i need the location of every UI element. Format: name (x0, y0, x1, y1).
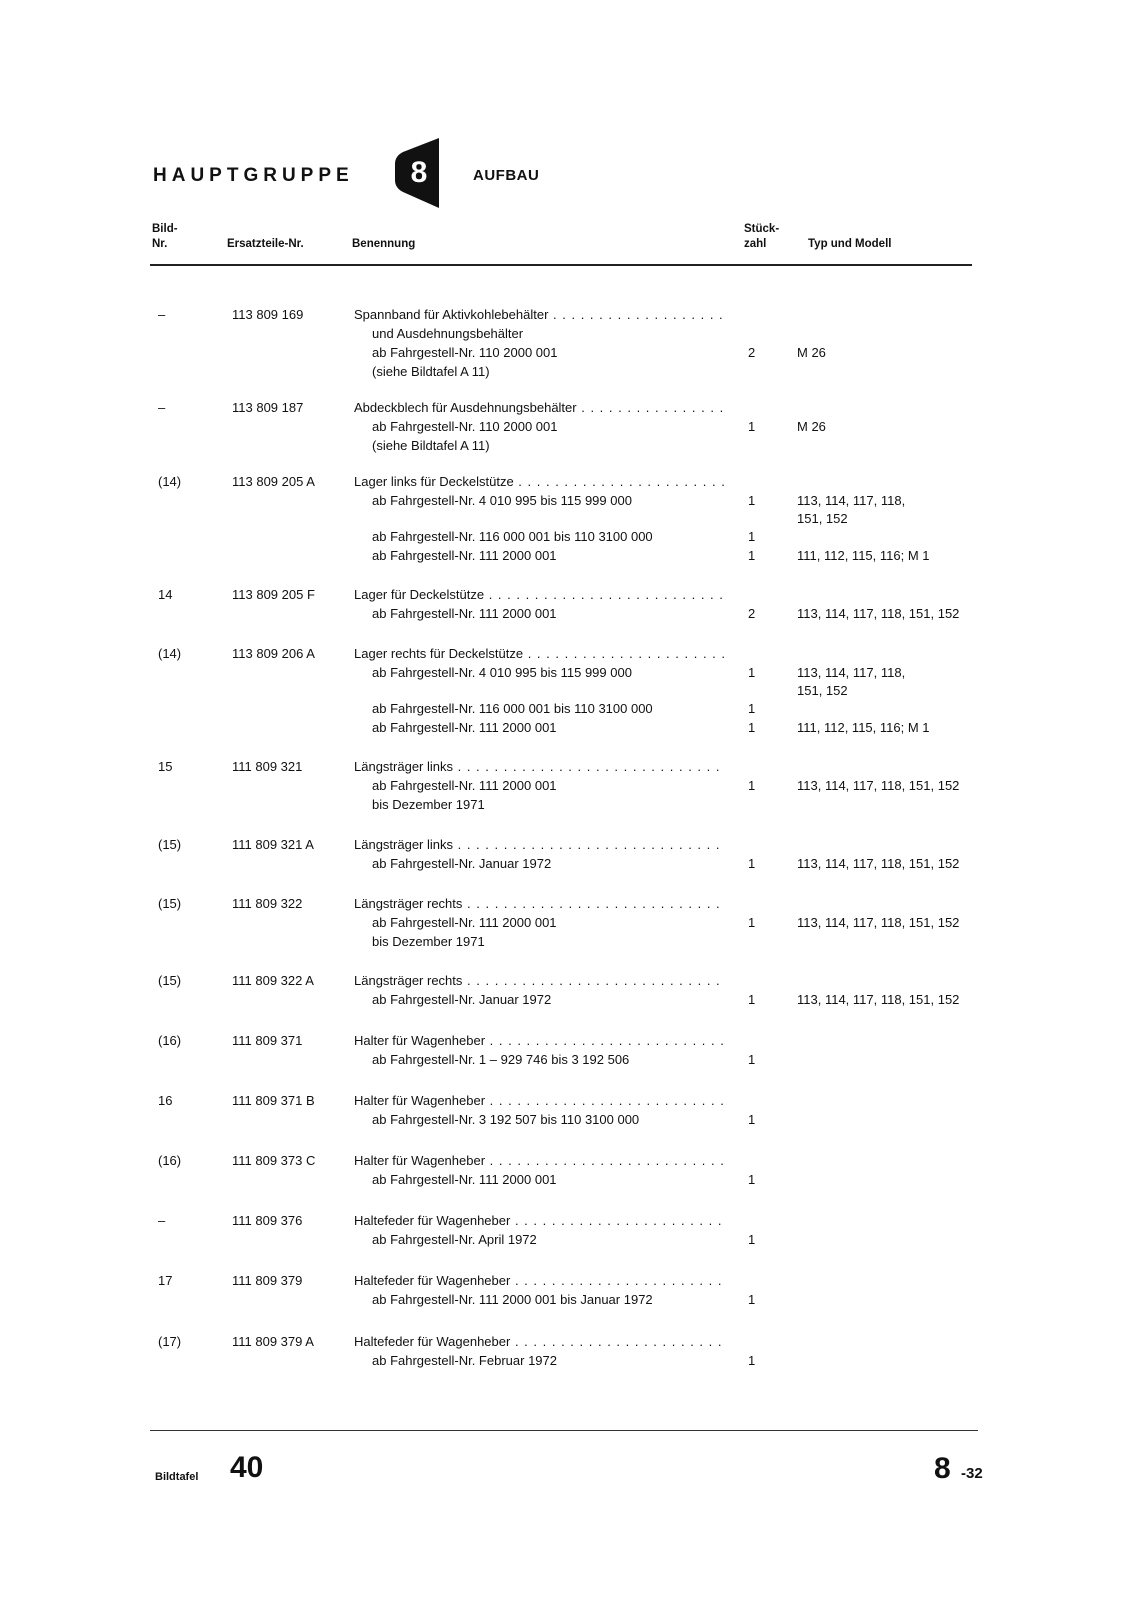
quantity: 1 (748, 1172, 756, 1187)
entry-line (0, 1333, 1135, 1351)
bild-number: (17) (158, 1334, 182, 1349)
bild-number: 15 (158, 759, 173, 774)
quantity: 1 (748, 856, 756, 871)
part-number: 111 809 322 A (232, 973, 314, 988)
type-model: 151, 152 (797, 683, 848, 698)
part-description: Längsträger rechts . . . (354, 895, 726, 913)
part-description: Haltefeder für Wagenheber . . . (354, 1333, 726, 1351)
entry-line (0, 1111, 1135, 1129)
footer-plate-number: 40 (230, 1451, 264, 1484)
part-number: 113 809 169 (232, 307, 304, 322)
entry-line (0, 473, 1135, 491)
entry-line (0, 344, 1135, 362)
quantity: 1 (748, 548, 756, 563)
entry-line (0, 437, 1135, 455)
type-model: 111, 112, 115, 116; M 1 (797, 720, 930, 735)
part-description: Lager für Deckelstütze . . . (354, 586, 726, 604)
entry-line (0, 700, 1135, 718)
entry-line (0, 528, 1135, 546)
part-number: 111 809 371 (232, 1033, 303, 1048)
entry-line (0, 682, 1135, 700)
part-number: 111 809 376 (232, 1213, 303, 1228)
bild-number: – (158, 1213, 166, 1228)
entry-line (0, 991, 1135, 1009)
entry-line (0, 933, 1135, 951)
bild-number: (16) (158, 1033, 182, 1048)
bild-number: – (158, 400, 166, 415)
col-bild-nr (152, 222, 178, 252)
quantity: 1 (748, 915, 756, 930)
part-description: Längsträger rechts . . . (354, 972, 726, 990)
section-title: AUFBAU (473, 167, 540, 184)
detail-text: ab Fahrgestell-Nr. 4 010 995 bis 115 999 000 (372, 665, 632, 680)
detail-text: ab Fahrgestell-Nr. 111 2000 001 (372, 915, 557, 930)
part-description: Lager links für Deckelstütze . . . (354, 473, 726, 491)
part-description: Spannband für Aktivkohlebehälter . . . (354, 306, 726, 324)
col-bild-nr-line1: Bild- (152, 223, 178, 235)
entry-line (0, 325, 1135, 343)
entry-line (0, 855, 1135, 873)
detail-text: ab Fahrgestell-Nr. Januar 1972 (372, 992, 552, 1007)
type-model: M 26 (797, 419, 826, 434)
bild-number: 16 (158, 1093, 173, 1108)
quantity: 1 (748, 1112, 756, 1127)
group-number: 8 (410, 156, 428, 189)
col-quantity-line2: zahl (744, 238, 767, 250)
bild-number: (15) (158, 973, 182, 988)
detail-text: ab Fahrgestell-Nr. 111 2000 001 (372, 720, 557, 735)
type-model: 113, 114, 117, 118, 151, 152 (797, 992, 960, 1007)
page-number-main: 8 (934, 1452, 951, 1485)
quantity: 1 (748, 720, 756, 735)
bild-number: 14 (158, 587, 173, 602)
part-number: 113 809 187 (232, 400, 304, 415)
entry-line (0, 418, 1135, 436)
entry-line (0, 306, 1135, 324)
quantity: 2 (748, 345, 756, 360)
quantity: 2 (748, 606, 756, 621)
part-number: 111 809 379 (232, 1273, 303, 1288)
part-description: Abdeckblech für Ausdehnungsbehälter . . . (354, 399, 726, 417)
entry-line (0, 492, 1135, 510)
entry-line (0, 664, 1135, 682)
col-bild-nr-line2: Nr. (152, 238, 168, 250)
bild-number: (14) (158, 474, 182, 489)
entry-line (0, 605, 1135, 623)
entry-line (0, 1231, 1135, 1249)
bild-number: (16) (158, 1153, 182, 1168)
entry-line (0, 1272, 1135, 1290)
bild-number: (14) (158, 646, 182, 661)
part-number: 113 809 205 A (232, 474, 315, 489)
entry-line (0, 836, 1135, 854)
detail-text: ab Fahrgestell-Nr. April 1972 (372, 1232, 537, 1247)
col-quantity-line1: Stück- (744, 223, 780, 235)
entry-line (0, 1032, 1135, 1050)
part-number: 111 809 371 B (232, 1093, 315, 1108)
type-model: 113, 114, 117, 118, (797, 493, 906, 508)
entry-line (0, 399, 1135, 417)
type-model: 151, 152 (797, 511, 848, 526)
detail-text: ab Fahrgestell-Nr. 111 2000 001 (372, 548, 557, 563)
detail-text: bis Dezember 1971 (372, 797, 485, 812)
detail-text: ab Fahrgestell-Nr. 116 000 001 bis 110 3100 000 (372, 529, 653, 544)
col-type-model: Typ und Modell (808, 238, 892, 250)
group-number-badge (395, 136, 445, 210)
part-number: 111 809 321 (232, 759, 303, 774)
detail-text: und Ausdehnungsbehälter (372, 326, 524, 341)
bild-number: (15) (158, 896, 182, 911)
entry-line (0, 363, 1135, 381)
col-description: Benennung (352, 238, 416, 250)
entry-line (0, 510, 1135, 528)
part-number: 111 809 373 C (232, 1153, 316, 1168)
detail-text: ab Fahrgestell-Nr. 3 192 507 bis 110 3100 000 (372, 1112, 640, 1127)
quantity: 1 (748, 701, 756, 716)
detail-text: ab Fahrgestell-Nr. 111 2000 001 bis Januar 1972 (372, 1292, 653, 1307)
entry-line (0, 1352, 1135, 1370)
quantity: 1 (748, 529, 756, 544)
quantity: 1 (748, 493, 756, 508)
type-model: 113, 114, 117, 118, 151, 152 (797, 606, 960, 621)
detail-text: (siehe Bildtafel A 11) (372, 364, 490, 379)
part-number: 111 809 322 (232, 896, 303, 911)
header-rule (150, 264, 972, 266)
type-model: 113, 114, 117, 118, 151, 152 (797, 778, 960, 793)
entry-line (0, 1212, 1135, 1230)
part-number: 111 809 321 A (232, 837, 314, 852)
part-description: Halter für Wagenheber . . . (354, 1032, 726, 1050)
col-quantity (744, 222, 779, 252)
quantity: 1 (748, 1052, 756, 1067)
bild-number: 17 (158, 1273, 173, 1288)
quantity: 1 (748, 1292, 756, 1307)
detail-text: ab Fahrgestell-Nr. 111 2000 001 (372, 778, 557, 793)
footer-plate-label: Bildtafel (155, 1471, 199, 1483)
col-part-number: Ersatzteile-Nr. (227, 238, 304, 250)
entry-line (0, 758, 1135, 776)
part-description: Haltefeder für Wagenheber . . . (354, 1212, 726, 1230)
detail-text: ab Fahrgestell-Nr. 110 2000 001 (372, 419, 558, 434)
part-description: Haltefeder für Wagenheber . . . (354, 1272, 726, 1290)
part-description: Längsträger links . . . (354, 758, 726, 776)
detail-text: (siehe Bildtafel A 11) (372, 438, 490, 453)
quantity: 1 (748, 1353, 756, 1368)
quantity: 1 (748, 1232, 756, 1247)
quantity: 1 (748, 992, 756, 1007)
page-number-sub: -32 (961, 1465, 983, 1482)
entry-line (0, 1092, 1135, 1110)
entry-line (0, 777, 1135, 795)
detail-text: ab Fahrgestell-Nr. Februar 1972 (372, 1353, 557, 1368)
entry-line (0, 645, 1135, 663)
quantity: 1 (748, 419, 756, 434)
entry-line (0, 1051, 1135, 1069)
type-model: 111, 112, 115, 116; M 1 (797, 548, 930, 563)
detail-text: ab Fahrgestell-Nr. 116 000 001 bis 110 3100 000 (372, 701, 653, 716)
entry-line (0, 1152, 1135, 1170)
part-description: Lager rechts für Deckelstütze . . . (354, 645, 726, 663)
quantity: 1 (748, 665, 756, 680)
entry-line (0, 586, 1135, 604)
entry-line (0, 796, 1135, 814)
entry-line (0, 914, 1135, 932)
detail-text: ab Fahrgestell-Nr. 4 010 995 bis 115 999 000 (372, 493, 632, 508)
footer-rule (150, 1430, 978, 1431)
type-model: 113, 114, 117, 118, 151, 152 (797, 915, 960, 930)
entry-line (0, 972, 1135, 990)
entry-line (0, 895, 1135, 913)
part-number: 113 809 205 F (232, 587, 315, 602)
quantity: 1 (748, 778, 756, 793)
detail-text: bis Dezember 1971 (372, 934, 485, 949)
entry-line (0, 1171, 1135, 1189)
part-number: 113 809 206 A (232, 646, 315, 661)
bild-number: – (158, 307, 166, 322)
detail-text: ab Fahrgestell-Nr. 110 2000 001 (372, 345, 558, 360)
entry-line (0, 719, 1135, 737)
detail-text: ab Fahrgestell-Nr. 111 2000 001 (372, 606, 557, 621)
part-number: 111 809 379 A (232, 1334, 314, 1349)
bild-number: (15) (158, 837, 182, 852)
type-model: M 26 (797, 345, 826, 360)
detail-text: ab Fahrgestell-Nr. 111 2000 001 (372, 1172, 557, 1187)
type-model: 113, 114, 117, 118, 151, 152 (797, 856, 960, 871)
entry-line (0, 1291, 1135, 1309)
part-description: Halter für Wagenheber . . . (354, 1092, 726, 1110)
group-title: HAUPTGRUPPE (153, 165, 354, 186)
type-model: 113, 114, 117, 118, (797, 665, 906, 680)
entry-line (0, 547, 1135, 565)
part-description: Halter für Wagenheber . . . (354, 1152, 726, 1170)
detail-text: ab Fahrgestell-Nr. Januar 1972 (372, 856, 552, 871)
detail-text: ab Fahrgestell-Nr. 1 – 929 746 bis 3 192 506 (372, 1052, 630, 1067)
part-description: Längsträger links . . . (354, 836, 726, 854)
